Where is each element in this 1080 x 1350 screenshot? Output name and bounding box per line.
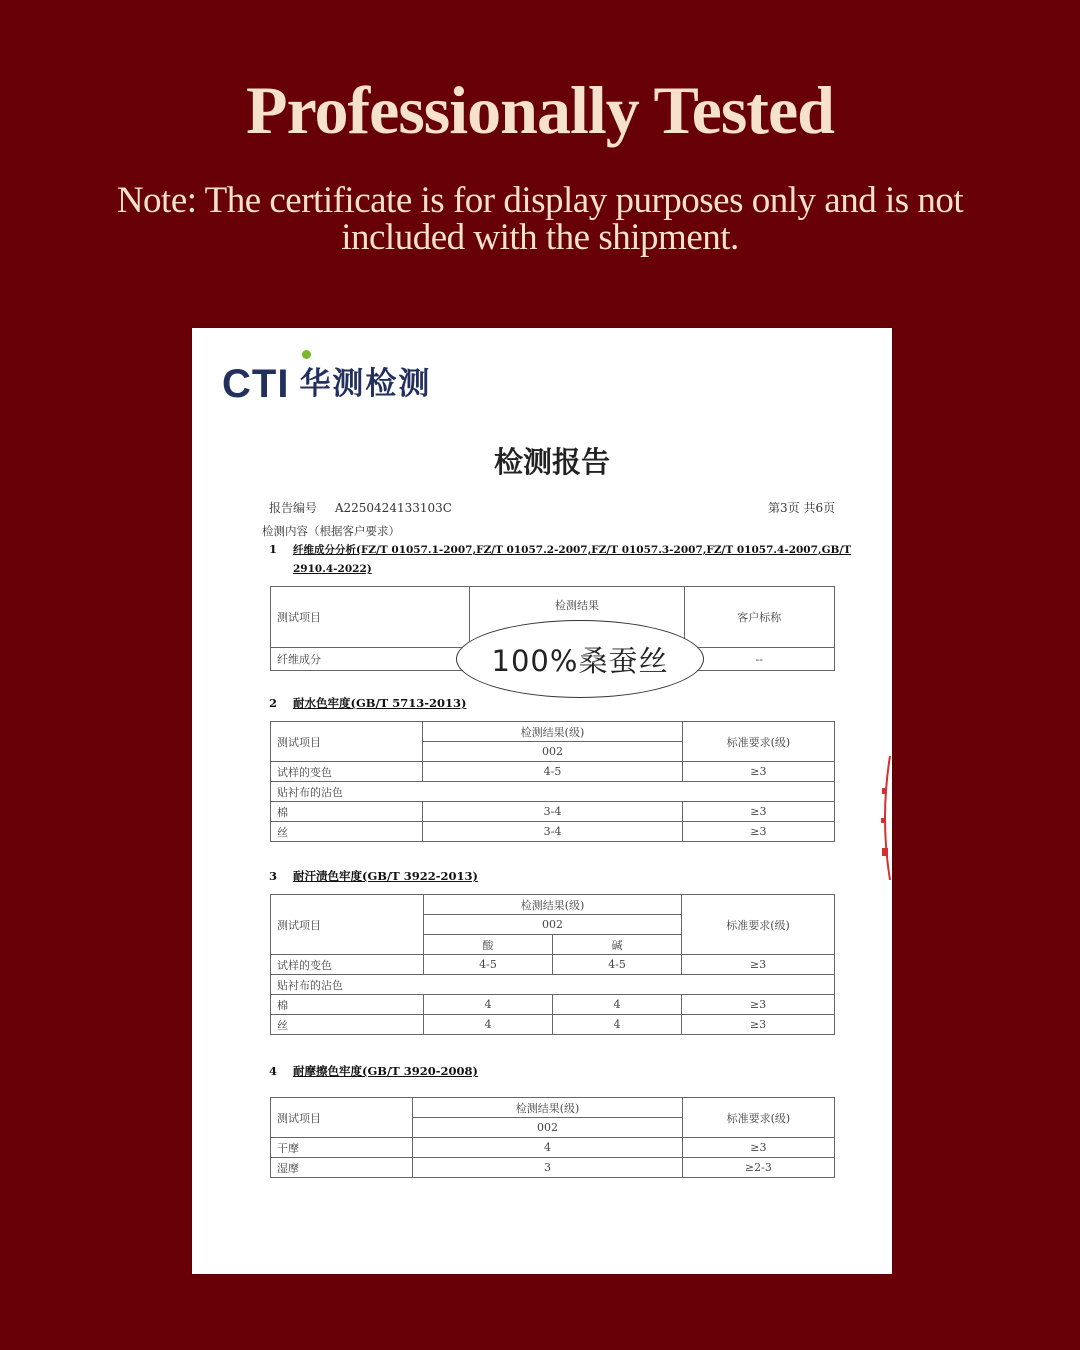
cell-acid: 4-5	[424, 955, 553, 975]
cell-req: ≥3	[682, 955, 835, 975]
section-title-cont: 2910.4-2022)	[293, 563, 372, 575]
report-title: 检测报告	[493, 445, 610, 479]
section-1-heading-cont	[293, 561, 372, 575]
cell-req: ≥3	[682, 802, 834, 822]
section-2-heading	[269, 695, 466, 711]
cell-row-label: 棉	[271, 802, 423, 822]
cell-item-header: 测试项目	[271, 722, 423, 762]
section-number: 4	[269, 1064, 278, 1078]
cell-result-header: 检测结果(级)	[423, 722, 683, 742]
cell-req: ≥2-3	[682, 1158, 834, 1178]
cell-value: 3-4	[423, 802, 683, 822]
perspiration-fastness-table	[270, 894, 835, 1035]
section-number: 1	[269, 542, 278, 556]
cell-result-header: 检测结果(级)	[424, 895, 682, 915]
certificate-document	[192, 328, 892, 1274]
cell-value: 4-5	[423, 762, 683, 782]
cell-alkali-header: 碱	[553, 935, 682, 955]
cell-sample-id: 002	[423, 742, 683, 762]
section-title: 纤维成分分析(FZ/T 01057.1-2007,FZ/T 01057.2-2007,FZ/T 01057.3-2007,FZ/T 01057.4-2007,GB/T	[293, 544, 852, 556]
cell-row-label: 丝	[271, 822, 423, 842]
cell-req: ≥3	[682, 1015, 835, 1035]
cell-req: ≥3	[682, 1138, 834, 1158]
cell-alkali: 4	[553, 995, 682, 1015]
cell-row-label: 丝	[271, 1015, 424, 1035]
cell-item-header: 测试项目	[271, 587, 470, 648]
cell-req: ≥3	[682, 762, 834, 782]
cell-claim-value: --	[684, 648, 834, 671]
cell-acid: 4	[424, 1015, 553, 1035]
cell-result-header: 检测结果(级)	[413, 1098, 683, 1118]
cell-sample-id: 002	[413, 1118, 683, 1138]
cell-alkali: 4	[553, 1015, 682, 1035]
logo-brand-text: CTI	[222, 362, 290, 406]
cell-item-header: 测试项目	[271, 895, 424, 955]
cell-row-label: 贴衬布的沾色	[271, 782, 835, 802]
cell-result-header: 检测结果	[470, 587, 684, 648]
cell-acid: 4	[424, 995, 553, 1015]
page-headline: Professionally Tested	[246, 72, 834, 148]
cell-sample-id: 002	[424, 915, 682, 935]
cell-row-label: 纤维成分	[271, 648, 470, 671]
cell-value: 3	[413, 1158, 683, 1178]
cti-logo	[222, 360, 431, 404]
section-3-heading	[269, 868, 478, 884]
section-title: 耐汗渍色牢度(GB/T 3922-2013)	[293, 869, 478, 883]
cell-acid-header: 酸	[424, 935, 553, 955]
section-1-heading	[269, 542, 851, 557]
disclaimer-note: Note: The certificate is for display purposes only and is not included with the shipment.	[116, 180, 964, 258]
cell-value: 3-4	[423, 822, 683, 842]
section-title: 耐摩擦色牢度(GB/T 3920-2008)	[293, 1064, 478, 1078]
cell-row-label: 试样的变色	[271, 762, 423, 782]
cell-req-header: 标准要求(级)	[682, 722, 834, 762]
section-4-heading	[269, 1063, 478, 1079]
cell-req-header: 标准要求(级)	[682, 1098, 834, 1138]
cell-row-label: 试样的变色	[271, 955, 424, 975]
report-number-label: 报告编号	[269, 501, 318, 515]
cell-row-label: 湿摩	[271, 1158, 413, 1178]
cell-req: ≥3	[682, 995, 835, 1015]
logo-chinese-text: 华测检测	[299, 366, 432, 402]
rubbing-fastness-table	[270, 1097, 835, 1178]
cell-claim-header: 客户标称	[684, 587, 834, 648]
fiber-result-oval: 100%桑蚕丝	[456, 620, 704, 698]
cell-req-header: 标准要求(级)	[682, 895, 835, 955]
page-info: 第3页 共6页	[768, 501, 836, 515]
stamp-edge-mark	[872, 748, 892, 888]
cell-row-label: 贴衬布的沾色	[271, 975, 835, 995]
test-content-label: 检测内容（根据客户要求）	[262, 524, 400, 538]
cell-item-header: 测试项目	[271, 1098, 413, 1138]
cell-row-label: 棉	[271, 995, 424, 1015]
section-title: 耐水色牢度(GB/T 5713-2013)	[293, 696, 467, 710]
cell-value: 4	[413, 1138, 683, 1158]
water-fastness-table	[270, 721, 835, 842]
cell-row-label: 干摩	[271, 1138, 413, 1158]
section-number: 3	[269, 869, 278, 883]
report-number-row	[269, 499, 452, 516]
cell-alkali: 4-5	[553, 955, 682, 975]
logo-dot-icon	[302, 350, 311, 359]
report-number: A2250424133103C	[334, 501, 452, 515]
section-number: 2	[269, 696, 278, 710]
cell-req: ≥3	[682, 822, 834, 842]
